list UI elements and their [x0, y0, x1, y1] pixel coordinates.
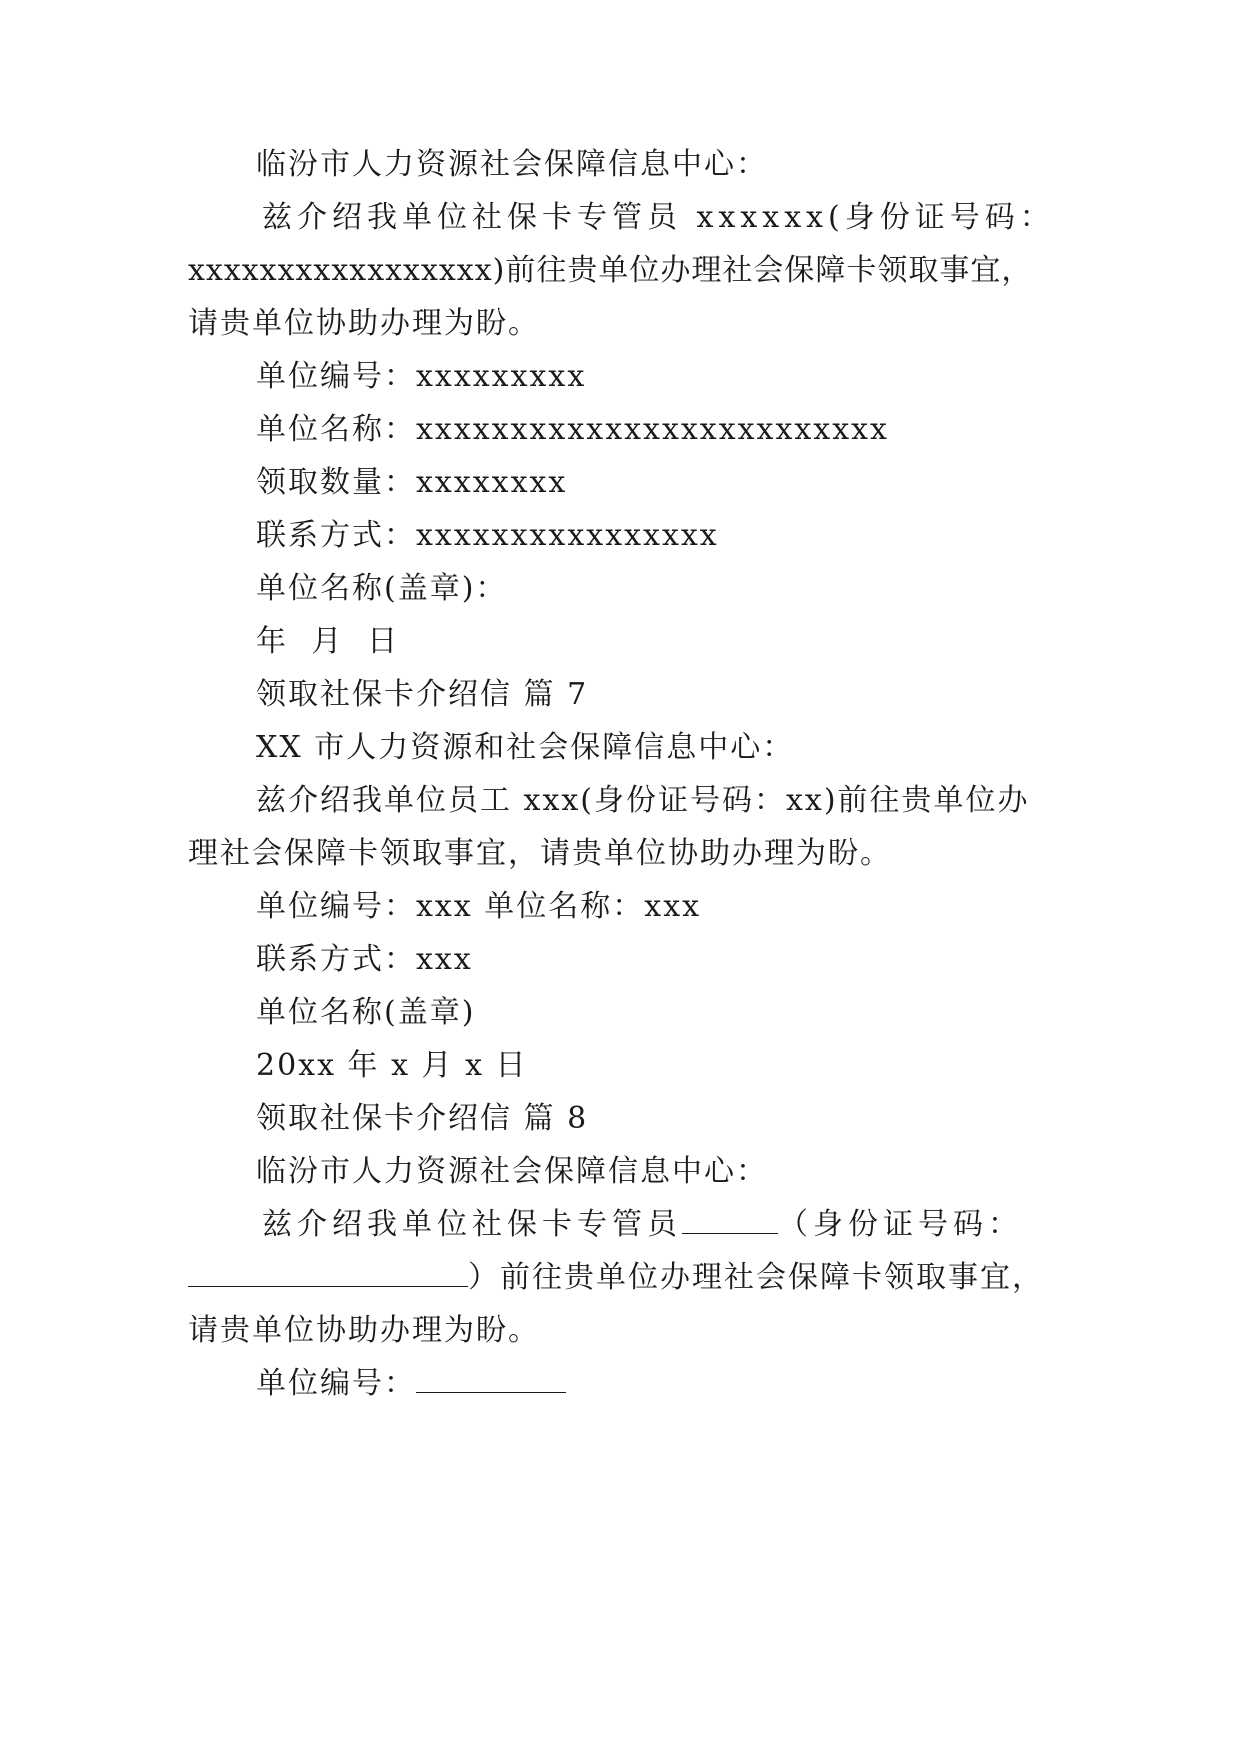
letter6-salutation: 临汾市人力资源社会保障信息中心： [256, 147, 768, 182]
id-number-blank [188, 1260, 468, 1287]
letter7-salutation: XX 市人力资源和社会保障信息中心： [256, 730, 795, 765]
letter6-body-line1: 兹介绍我单位社保卡专管员 xxxxxx(身份证号码： [262, 200, 1055, 235]
unit-code-blank [416, 1366, 566, 1393]
letter6-seal: 单位名称(盖章)： [256, 571, 508, 606]
letter8-body-line2-text: ）前往贵单位办理社会保障卡领取事宜， [468, 1260, 1044, 1295]
letter6-body-line3: 请贵单位协助办理为盼。 [188, 306, 540, 341]
letter8-unit-code-label: 单位编号： [256, 1366, 416, 1401]
letter6-unit-code: 单位编号：xxxxxxxxx [256, 359, 587, 394]
letter6-contact: 联系方式：xxxxxxxxxxxxxxxx [256, 518, 719, 553]
letter7-date: 20xx 年 x 月 x 日 [256, 1048, 528, 1083]
letter8-body-line1-text: 兹介绍我单位社保卡专管员 [262, 1207, 682, 1242]
letter7-heading: 领取社保卡介绍信 篇 7 [256, 677, 589, 712]
letter7-seal: 单位名称(盖章) [256, 995, 476, 1030]
letter8-unit-code [256, 1364, 566, 1404]
letter7-contact: 联系方式：xxx [256, 942, 473, 977]
letter6-unit-name: 单位名称：xxxxxxxxxxxxxxxxxxxxxxxxx [256, 412, 889, 447]
letter7-body-line2: 理社会保障卡领取事宜，请贵单位协助办理为盼。 [188, 836, 892, 871]
letter7-unit-code-name: 单位编号：xxx 单位名称：xxx [256, 889, 702, 924]
letter6-body-line2: xxxxxxxxxxxxxxxxx)前往贵单位办理社会保障卡领取事宜， [188, 253, 1033, 288]
letter6-quantity: 领取数量：xxxxxxxx [256, 465, 568, 500]
letter8-body-line1-id-label: （身份证号码： [778, 1207, 1023, 1242]
letter8-body-line1 [262, 1205, 1023, 1245]
letter8-salutation: 临汾市人力资源社会保障信息中心： [256, 1154, 768, 1189]
letter8-body-line3: 请贵单位协助办理为盼。 [188, 1313, 540, 1348]
letter6-date: 年 月 日 [256, 624, 406, 659]
letter8-heading: 领取社保卡介绍信 篇 8 [256, 1101, 589, 1136]
letter8-body-line2 [188, 1258, 1044, 1298]
letter7-body-line1: 兹介绍我单位员工 xxx(身份证号码：xx)前往贵单位办 [256, 783, 1030, 818]
staff-name-blank [682, 1207, 778, 1234]
